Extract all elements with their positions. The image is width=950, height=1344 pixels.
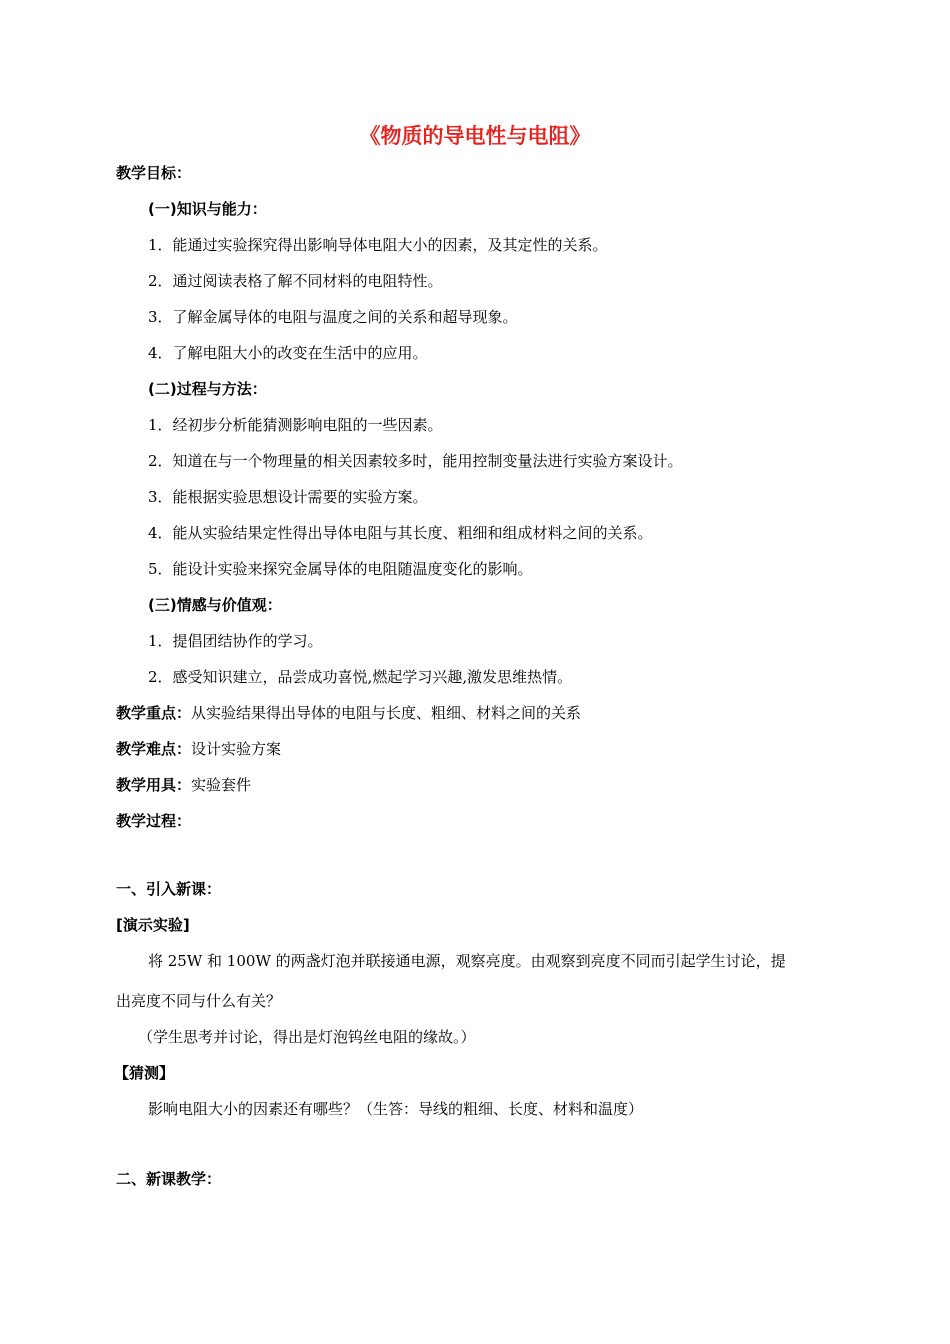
process-item: 3．能根据实验思想设计需要的实验方案。 [148,488,428,506]
process-item: 1．经初步分析能猜测影响电阻的一些因素。 [148,416,443,434]
knowledge-item: 2．通过阅读表格了解不同材料的电阻特性。 [148,272,443,290]
demo-label: [演示实验] [116,916,190,934]
key-point-row [116,702,581,724]
guess-label: 【猜测】 [114,1064,175,1082]
demo-text-line2: 出亮度不同与什么有关？ [116,992,282,1010]
tools-row [116,774,251,796]
process-item: 2．知道在与一个物理量的相关因素较多时，能用控制变量法进行实验方案设计。 [148,452,683,470]
difficulty-text: 设计实验方案 [191,740,282,758]
process-method-heading: (二)过程与方法： [148,380,267,398]
difficulty-label: 教学难点： [116,740,192,758]
tools-text: 实验套件 [191,776,252,794]
objectives-heading: 教学目标： [116,164,192,182]
demo-text-line1: 将 25W 和 100W 的两盏灯泡并联接通电源，观察亮度。由观察到亮度不同而引起学生讨论，提 [148,952,786,970]
guess-text: 影响电阻大小的因素还有哪些？（生答：导线的粗细、长度、材料和温度） [148,1100,644,1118]
section2-heading: 二、新课教学： [116,1170,222,1188]
demo-note: （学生思考并讨论，得出是灯泡钨丝电阻的缘故。） [138,1028,476,1046]
difficulty-row [116,738,281,760]
emotion-heading: (三)情感与价值观： [148,596,282,614]
knowledge-item: 3．了解金属导体的电阻与温度之间的关系和超导现象。 [148,308,518,326]
document-title: 《物质的导电性与电阻》 [359,124,591,148]
process-item: 5．能设计实验来探究金属导体的电阻随温度变化的影响。 [148,560,533,578]
teaching-process-heading: 教学过程： [116,812,192,830]
tools-label: 教学用具： [116,776,192,794]
key-point-label: 教学重点： [116,704,192,722]
knowledge-item: 1．能通过实验探究得出影响导体电阻大小的因素，及其定性的关系。 [148,236,608,254]
key-point-text: 从实验结果得出导体的电阻与长度、粗细、材料之间的关系 [191,704,582,722]
process-item: 4．能从实验结果定性得出导体电阻与其长度、粗细和组成材料之间的关系。 [148,524,653,542]
section1-heading: 一、引入新课： [116,880,222,898]
emotion-item: 2．感受知识建立，品尝成功喜悦,燃起学习兴趣,激发思维热情。 [148,668,573,686]
knowledge-item: 4．了解电阻大小的改变在生活中的应用。 [148,344,428,362]
knowledge-heading: (一)知识与能力： [148,200,267,218]
emotion-item: 1．提倡团结协作的学习。 [148,632,323,650]
